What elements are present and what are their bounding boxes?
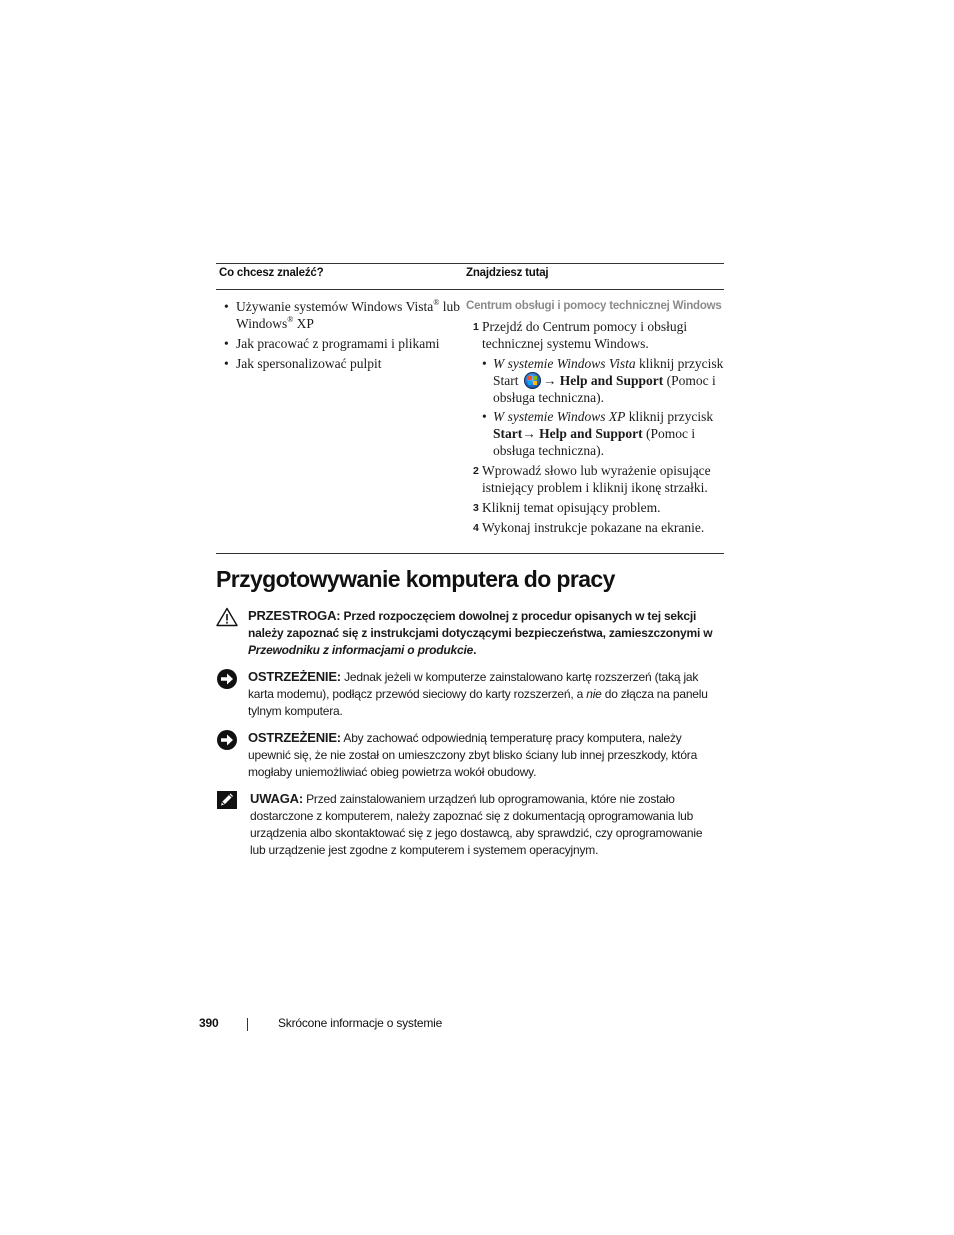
sub-step-vista: • W systemie Windows Vista kliknij przycisk Start → Help and Support (Pomoc i obsługa techniczna).	[482, 355, 724, 406]
caution-block: PRZESTROGA: Przed rozpoczęciem dowolnej z procedur opisanych w tej sekcji należy zapoznać się z instrukcjami dotyczącymi bezpieczeństwa, zamieszczonymi w Przewodniku z informacjami o produkcie.	[216, 607, 716, 659]
notice-block: OSTRZEŻENIE: Jednak jeżeli w komputerze zainstalowano kartę rozszerzeń (taką jak karta modemu), podłącz przewód sieciowy do karty rozszerzeń, a nie do złącza na panelu tylnym komputera.	[216, 668, 716, 720]
section-title: Przygotowywanie komputera do pracy	[216, 566, 615, 592]
sub-steps	[482, 355, 724, 459]
table-header	[216, 264, 724, 290]
note-block: UWAGA: Przed zainstalowaniem urządzeń lub oprogramowania, które nie zostało dostarczone z komputerem, należy zapoznać się z dokumentacją oprogramowania lub urządzenia albo skontaktować się z jego dostawcą, aby sprawdzić, czy oprogramowanie lub urządzenie jest zgodne z komputerem i systemem operacyjnym.	[216, 790, 716, 859]
notice-label: OSTRZEŻENIE:	[248, 669, 341, 684]
step-number: 1	[473, 321, 479, 333]
note-label: UWAGA:	[250, 791, 303, 806]
info-table	[216, 263, 724, 554]
step-number: 2	[473, 465, 479, 477]
table-row	[216, 290, 724, 553]
location-cell	[466, 290, 724, 539]
column-header-question: Co chcesz znaleźć?	[219, 267, 324, 279]
list-item: • Jak pracować z programami i plikami	[224, 335, 460, 352]
step-number: 4	[473, 522, 479, 534]
list-item: • Używanie systemów Windows Vista® lub Windows® XP	[224, 298, 460, 332]
windows-start-icon	[524, 372, 541, 389]
caution-label: PRZESTROGA:	[248, 608, 341, 623]
warning-triangle-icon	[216, 607, 238, 627]
footer-title: Skrócone informacje o systemie	[278, 1016, 443, 1030]
question-cell	[224, 290, 460, 375]
notice-label: OSTRZEŻENIE:	[248, 730, 341, 745]
footer-divider	[247, 1018, 248, 1031]
notice-arrow-icon	[216, 729, 238, 751]
step-number: 3	[473, 502, 479, 514]
step-item: 2 Wprowadź słowo lub wyrażenie opisujące istniejący problem i kliknij ikonę strzałki.	[473, 463, 711, 495]
step-item: 3 Kliknij temat opisujący problem.	[473, 500, 661, 515]
steps-list	[466, 318, 724, 536]
notice-arrow-icon	[216, 668, 238, 690]
step-item: 4 Wykonaj instrukcje pokazane na ekranie.	[473, 520, 705, 535]
column-header-location: Znajdziesz tutaj	[466, 267, 549, 279]
note-pencil-icon	[216, 790, 238, 810]
step-item: 1 Przejdź do Centrum pomocy i obsługi technicznej systemu Windows. • W systemie Windows Vista kliknij przycisk Start → Help and Support (Pomoc i obsługa techniczna). • W systemie Windows XP kliknij przycisk Start→ Help and Support (Pomoc i obsługa techniczna).	[466, 318, 724, 459]
list-item: • Jak spersonalizować pulpit	[224, 355, 460, 372]
notice-block: OSTRZEŻENIE: Aby zachować odpowiednią temperaturę pracy komputera, należy upewnić się, że nie został on umieszczony zbyt blisko ściany lub innej przeszkody, która mogłaby uniemożliwiać obieg powietrza wokół obudowy.	[216, 729, 716, 781]
sub-step-xp: • W systemie Windows XP kliknij przycisk Start→ Help and Support (Pomoc i obsługa techniczna).	[482, 408, 724, 459]
page-number: 390	[199, 1016, 219, 1030]
topic-list	[224, 298, 460, 372]
help-center-heading: Centrum obsługi i pomocy technicznej Windows	[466, 300, 722, 312]
